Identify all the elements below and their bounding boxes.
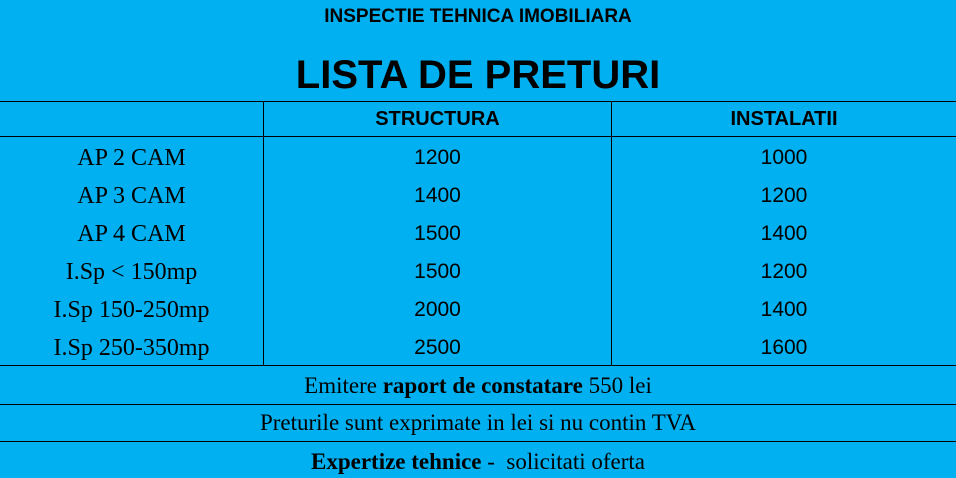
divider: [0, 441, 956, 442]
expertise-note: [0, 446, 956, 478]
divider: [0, 365, 956, 366]
column-header-instalatii: INSTALATII: [730, 108, 838, 130]
row-label: AP 3 CAM: [77, 183, 186, 209]
expertise-suffix: - solicitati oferta: [481, 449, 646, 474]
structura-price: 2500: [414, 336, 461, 359]
divider: [0, 404, 956, 405]
instalatii-price: 1400: [760, 222, 808, 245]
report-prefix: Emitere: [304, 373, 383, 398]
vat-note: Preturile sunt exprimate in lei si nu contin TVA: [259, 410, 697, 435]
structura-price: 1500: [414, 260, 461, 283]
instalatii-price: 1000: [760, 146, 808, 169]
table-row: [0, 253, 956, 291]
report-label: raport de constatare: [382, 373, 583, 398]
instalatii-price: 1600: [760, 336, 808, 359]
divider: [0, 136, 956, 137]
table-row: [0, 291, 956, 329]
column-header-structura: STRUCTURA: [375, 108, 500, 130]
report-fee: 550 lei: [582, 373, 652, 398]
instalatii-price: 1200: [760, 184, 808, 207]
instalatii-price: 1200: [760, 260, 808, 283]
structura-price: 1200: [414, 146, 461, 169]
report-fee-note: [0, 369, 956, 403]
company-name: INSPECTIE TEHNICA IMOBILIARA: [324, 6, 632, 27]
column-header-label: [0, 102, 263, 136]
table-row: [0, 329, 956, 367]
row-label: I.Sp < 150mp: [65, 259, 198, 285]
structura-price: 2000: [414, 298, 461, 321]
row-label: AP 4 CAM: [77, 221, 186, 247]
page-title: LISTA DE PRETURI: [295, 53, 661, 97]
structura-price: 1400: [414, 184, 461, 207]
structura-price: 1500: [414, 222, 461, 245]
row-label: I.Sp 250-350mp: [53, 335, 210, 361]
row-label: I.Sp 150-250mp: [53, 297, 210, 323]
row-label: AP 2 CAM: [77, 145, 186, 171]
table-row: [0, 215, 956, 253]
table-row: [0, 177, 956, 215]
expertise-label: Expertize tehnice: [310, 449, 482, 474]
table-row: [0, 139, 956, 177]
instalatii-price: 1400: [760, 298, 808, 321]
